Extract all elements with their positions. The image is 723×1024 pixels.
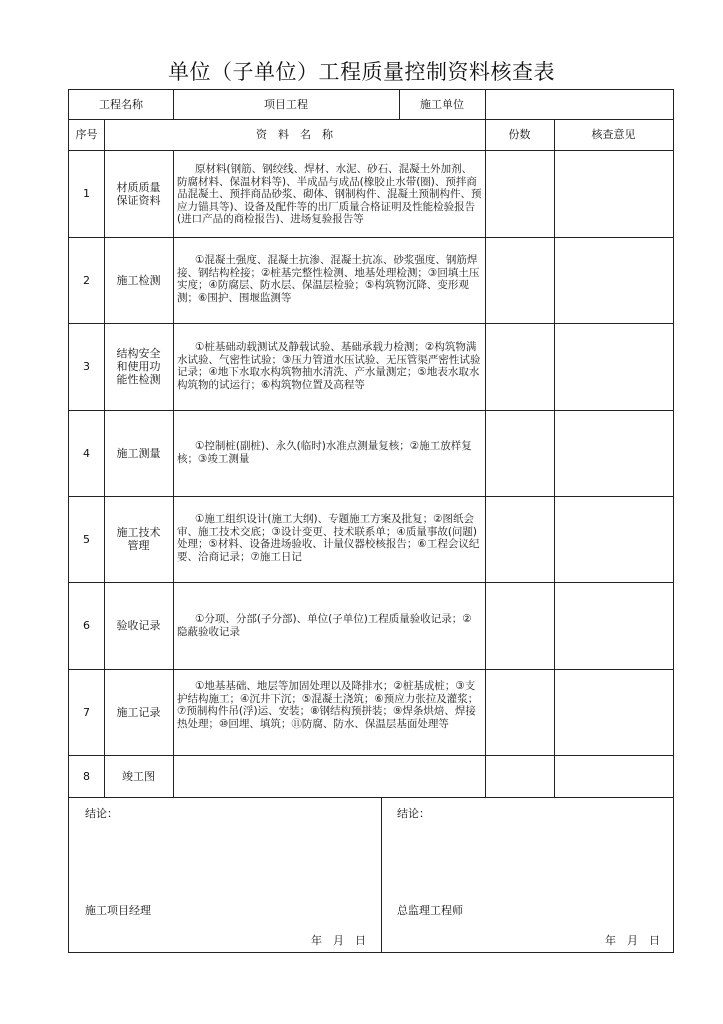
table-row-copies [485, 669, 554, 755]
table-row-content: 原材料(钢筋、钢绞线、焊材、水泥、砂石、混凝土外加剂、防腐材料、保温材料等)、半成品与成品(橡胶止水带(圈)、预拌商品混凝土、预拌商品砂浆、砌体、钢制构件、混凝土预制构件、预应力锚具等)、设备及配件等的出厂质量合格证明及性能检验报告(进口产品的商检报告)、进场复验报告等 [177, 163, 482, 225]
table-row-category: 结构安全和使用功能性检测 [116, 347, 161, 386]
right-date-label: 年 月 日 [605, 934, 660, 947]
construction-unit-value [485, 90, 673, 119]
table-row-category: 竣工图 [122, 769, 155, 783]
construction-unit-label: 施工单位 [420, 98, 464, 111]
project-name-value: 项目工程 [264, 98, 308, 111]
table-row-content: ①地基基础、地层等加固处理以及降排水；②桩基成桩；③支护结构施工；④沉井下沉；⑤混凝土浇筑；⑥预应力张拉及灌浆；⑦预制构件吊(浮)运、安装；⑧钢结构预拼装；⑨焊条烘焙、焊接热处理；⑩回埋、填筑；⑪防腐、防水、保温层基面处理等 [177, 680, 479, 730]
left-conclusion-label: 结论： [85, 807, 118, 820]
left-signer-label: 施工项目经理 [85, 904, 151, 917]
table-row-copies [485, 323, 554, 410]
table-row-content: ①桩基础动载测试及静载试验、基础承载力检测；②构筑物满水试验、气密性试验；③压力管道水压试验、无压管渠严密性试验记录；④地下水取水构筑物抽水清洗、产水量测定；⑤地表水取水构筑物的试运行；⑥构筑物位置及高程等 [177, 341, 481, 391]
table-row-copies [485, 755, 554, 797]
project-name-label: 工程名称 [99, 98, 143, 111]
page-title: 单位（子单位）工程质量控制资料核查表 [168, 60, 555, 84]
table-row-seq: 8 [83, 769, 90, 783]
table-row-category: 材质质量保证资料 [116, 180, 161, 207]
table-row-opinion [554, 669, 673, 755]
table-row-category: 施工检测 [116, 273, 161, 287]
table-row-content: ①控制桩(副桩)、永久(临时)水准点测量复核；②施工放样复核；③竣工测量 [177, 440, 472, 465]
table-row-opinion [554, 755, 673, 797]
table-row-opinion [554, 582, 673, 669]
table-row-seq: 4 [83, 446, 90, 460]
table-row-category: 施工技术管理 [116, 526, 161, 552]
col-seq-header: 序号 [75, 128, 98, 141]
table-row-seq: 1 [83, 187, 90, 200]
col-copies-header: 份数 [508, 128, 531, 141]
table-row-copies [485, 496, 554, 582]
table-row-copies [485, 150, 554, 237]
table-row-content: ①施工组织设计(施工大纲)、专题施工方案及批复；②图纸会审、施工技术交底；③设计变更、技术联系单；④质量事故(问题)处理；⑤材料、设备进场验收、计量仪器校核报告；⑥工程会议纪要、洽商记录；⑦施工日记 [177, 513, 480, 563]
table-row-opinion [554, 496, 673, 582]
table-row-copies [485, 237, 554, 323]
table-row-seq: 3 [83, 360, 90, 373]
left-date-label: 年 月 日 [311, 934, 366, 947]
table-row-copies [485, 410, 554, 496]
table-row-content: ①混凝土强度、混凝土抗渗、混凝土抗冻、砂浆强度、钢筋焊接、钢结构栓接；②桩基完整性检测、地基处理检测；③回填土压实度；④防腐层、防水层、保温层检验；⑤构筑物沉降、变形观测；⑥围护、围堰监测等 [177, 254, 480, 304]
table-row-content: ①分项、分部(子分部)、单位(子单位)工程质量验收记录；②隐蔽验收记录 [177, 613, 472, 638]
table-row-seq: 6 [83, 619, 90, 632]
col-opinion-header: 核查意见 [591, 128, 636, 141]
review-table [68, 89, 674, 953]
right-conclusion-label: 结论： [397, 807, 430, 820]
table-row-opinion [554, 410, 673, 496]
table-row-seq: 5 [83, 532, 90, 546]
table-row-category: 施工测量 [116, 446, 161, 460]
table-row-category: 验收记录 [116, 619, 161, 632]
table-row-opinion [554, 150, 673, 237]
table-row-category: 施工记录 [116, 705, 161, 719]
table-row-opinion [554, 323, 673, 410]
table-row-opinion [554, 237, 673, 323]
table-row-copies [485, 582, 554, 669]
right-signer-label: 总监理工程师 [397, 904, 463, 917]
table-row-seq: 7 [83, 705, 90, 719]
col-docname-header: 资 料 名 称 [256, 128, 333, 141]
table-row-seq: 2 [83, 273, 90, 287]
